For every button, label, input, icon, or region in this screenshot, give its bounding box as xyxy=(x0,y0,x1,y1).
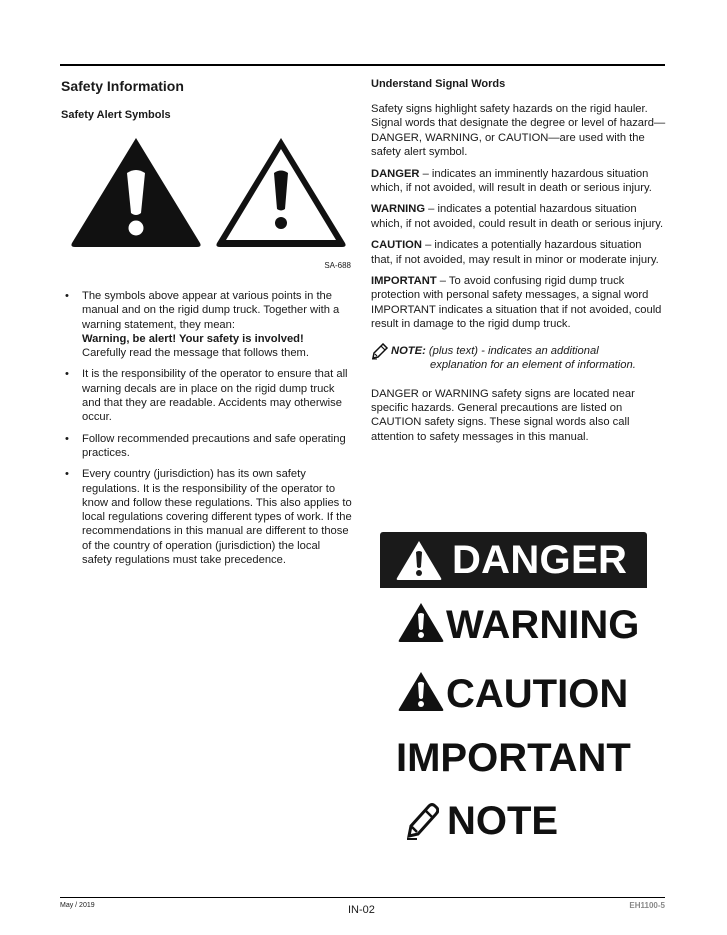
note-definition xyxy=(371,344,666,373)
bullet-dot: • xyxy=(65,368,69,381)
list-item-text: The symbols above appear at various points in the manual and on the rigid dump truck. Together with a warning statement, they mean: xyxy=(82,290,340,331)
warning-triangle-icon xyxy=(398,602,444,642)
danger-word: DANGER xyxy=(452,538,628,582)
bullet-list xyxy=(61,289,353,567)
definition-term: IMPORTANT xyxy=(371,275,437,288)
important-sign xyxy=(396,735,631,781)
definition-term: DANGER xyxy=(371,167,420,180)
definition-important xyxy=(371,274,666,332)
note-text: explanation for an element of information. xyxy=(430,359,636,372)
safety-alert-symbols xyxy=(61,133,353,273)
definition-danger xyxy=(371,167,666,196)
definition-text: – indicates an imminently hazardous situation which, if not avoided, will result in death or serious injury. xyxy=(371,167,652,195)
definition-warning xyxy=(371,202,666,231)
list-item xyxy=(61,367,353,424)
caution-word: CAUTION xyxy=(446,672,629,716)
bullet-dot: • xyxy=(65,468,69,481)
top-rule xyxy=(60,64,665,66)
important-word: IMPORTANT xyxy=(396,736,631,780)
caution-sign xyxy=(398,671,628,717)
list-item-text: It is the responsibility of the operator to ensure that all warning decals are in place on the rigid dump truck and that they are readable. Accidents may otherwise occur. xyxy=(82,368,348,424)
definition-term: WARNING xyxy=(371,203,426,216)
bullet-dot: • xyxy=(65,290,69,302)
list-item-text: Follow recommended precautions and safe operating practices. xyxy=(82,432,346,459)
definition-text: – indicates a potentially hazardous situation that, if not avoided, may result in minor or moderate injury. xyxy=(371,239,659,266)
note-word: NOTE xyxy=(447,799,559,843)
list-item-text: Every country (jurisdiction) has its own safety regulations. It is the responsibility of the operator to know and follow these regulations. This also applies to local regulations covering different types of work. If the recommendations in this manual are different to those of the country of operation (jurisdiction) the local safety regulations must take precedence. xyxy=(82,468,352,567)
definition-text: – indicates a potential hazardous situation which, if not avoided, could result in death or serious injury. xyxy=(371,203,664,230)
list-item xyxy=(61,432,353,461)
note-sign xyxy=(405,798,558,844)
symbol-code: SA-688 xyxy=(324,261,351,270)
intro-paragraph: Safety signs highlight safety hazards on the rigid hauler. Signal words that designate the degree or level of hazard—DANGER, WARNING, or CAUTION—are used with the safety alert symbol. xyxy=(371,103,666,159)
bottom-rule xyxy=(60,897,665,898)
list-item xyxy=(61,289,353,360)
signal-words-heading: Understand Signal Words xyxy=(371,78,506,90)
warning-triangle-icon xyxy=(396,540,442,580)
list-item xyxy=(61,467,353,567)
pencil-note-icon xyxy=(371,343,389,360)
definition-text: – To avoid confusing rigid dump truck protection with personal safety messages, a signal word IMPORTANT indicates a situation that if not avoided, could result in damage to the rigid dump truck. xyxy=(371,275,662,331)
list-item-bold-text: Warning, be alert! Your safety is involved! xyxy=(82,332,304,345)
note-text: (plus text) - indicates an additional xyxy=(425,344,599,357)
warning-triangle-icon xyxy=(398,671,444,711)
right-column xyxy=(371,78,666,451)
list-item-text: Carefully read the message that follows them. xyxy=(82,347,309,360)
warning-triangle-outline-icon xyxy=(214,135,348,249)
pencil-note-icon xyxy=(405,802,439,840)
warning-sign xyxy=(398,602,639,648)
definition-term: CAUTION xyxy=(371,239,422,252)
closing-paragraph: DANGER or WARNING safety signs are located near specific hazards. General precautions are listed on CAUTION safety signs. These signal words also call attention to safety messages in this manual. xyxy=(371,387,635,443)
page-number: IN-02 xyxy=(348,904,375,916)
warning-word: WARNING xyxy=(446,603,640,647)
warning-triangle-solid-icon xyxy=(69,135,203,249)
bullet-dot: • xyxy=(65,432,69,445)
footer-date: May / 2019 xyxy=(60,902,95,909)
footer-model-code: EH1100-5 xyxy=(629,901,665,910)
section-title: Safety Information xyxy=(61,78,184,94)
subsection-title: Safety Alert Symbols xyxy=(61,109,171,121)
left-column xyxy=(61,78,353,574)
definition-caution xyxy=(371,238,666,267)
note-label: NOTE: xyxy=(391,344,426,357)
danger-sign xyxy=(380,532,647,588)
